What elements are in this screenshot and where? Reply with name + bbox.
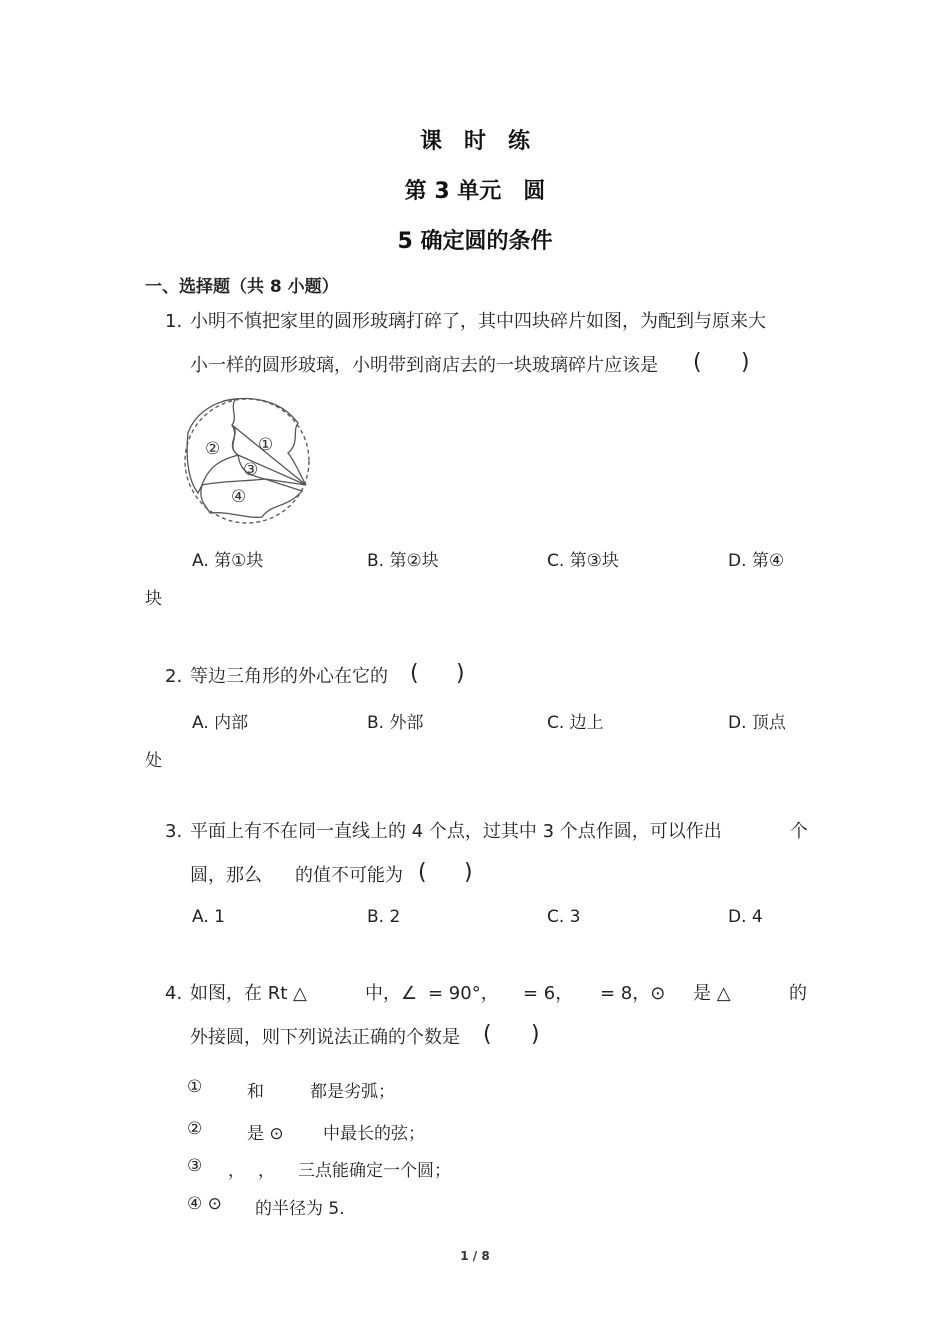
question-4-paren-close: ) — [531, 1022, 540, 1047]
fragment-label-3: ③ — [243, 460, 259, 480]
question-2-option-a[interactable]: A. 内部 — [192, 713, 249, 733]
question-4-item-2-end: 中最长的弦； — [323, 1124, 425, 1144]
question-3-option-b[interactable]: B. 2 — [367, 907, 401, 927]
question-3-paren-close: ) — [464, 860, 473, 885]
question-4-item-3-sep1: ， — [228, 1161, 245, 1181]
question-4-line1-part5: = 8，⊙ — [600, 983, 666, 1004]
question-4-paren-open: ( — [483, 1022, 492, 1047]
question-4-item-4-end: 的半径为 5. — [255, 1199, 345, 1219]
question-3-number: 3. — [165, 821, 183, 842]
question-4-item-3-end: 三点能确定一个圆； — [298, 1161, 451, 1181]
question-1-number: 1. — [165, 311, 183, 332]
question-3-option-c[interactable]: C. 3 — [547, 907, 581, 927]
question-4-line2: 外接圆，则下列说法正确的个数是 — [190, 1027, 460, 1048]
question-4-item-3-sep2: ， — [258, 1161, 275, 1181]
question-4-line1-part7: 的 — [789, 983, 807, 1004]
question-4-line1-part3: = 90°， — [428, 983, 499, 1004]
question-4-item-2-mid: 是 ⊙ — [247, 1124, 284, 1144]
question-3-line2-start: 圆，那么 — [190, 865, 262, 886]
question-4-item-4-num: ④ ⊙ — [187, 1194, 222, 1214]
question-2-paren-open: ( — [410, 661, 419, 686]
question-4-line1-part2: 中，∠ — [365, 983, 418, 1004]
question-4-item-1-num: ① — [187, 1077, 203, 1097]
question-1-option-a[interactable]: A. 第①块 — [192, 551, 264, 571]
question-1-option-d-wrap: 块 — [145, 589, 162, 609]
question-1-option-c[interactable]: C. 第③块 — [547, 551, 619, 571]
lesson-title: 5 确定圆的条件 — [397, 229, 553, 254]
question-3-option-a[interactable]: A. 1 — [192, 907, 225, 927]
question-3-line1-end: 个 — [790, 821, 808, 842]
question-3-line1: 平面上有不在同一直线上的 4 个点，过其中 3 个点作圆，可以作出 — [190, 821, 722, 842]
question-1-option-b[interactable]: B. 第②块 — [367, 551, 439, 571]
question-2-option-d-wrap: 处 — [145, 751, 162, 771]
question-2-option-b[interactable]: B. 外部 — [367, 713, 424, 733]
question-2-option-d[interactable]: D. 顶点 — [728, 713, 786, 733]
question-4-item-3-num: ③ — [187, 1156, 203, 1176]
question-4-number: 4. — [165, 983, 183, 1004]
question-2-paren-close: ) — [456, 661, 465, 686]
unit-title: 第 3 单元 圆 — [404, 179, 546, 204]
fragment-label-4: ④ — [231, 487, 247, 507]
question-1-line2: 小一样的圆形玻璃，小明带到商店去的一块玻璃碎片应该是 — [190, 355, 658, 376]
question-1-paren-open: ( — [693, 350, 702, 375]
question-3-paren-open: ( — [418, 860, 427, 885]
question-4-item-1-end: 都是劣弧； — [310, 1082, 395, 1102]
question-1-option-d[interactable]: D. 第④ — [728, 551, 785, 571]
question-1-line1: 小明不慎把家里的圆形玻璃打碎了，其中四块碎片如图，为配到与原来大 — [190, 311, 766, 332]
question-2-number: 2. — [165, 666, 183, 687]
question-4-line1-part4: = 6， — [523, 983, 574, 1004]
fragment-label-1: ① — [258, 435, 274, 455]
question-2-line1: 等边三角形的外心在它的 — [190, 666, 388, 687]
question-4-item-2-num: ② — [187, 1119, 203, 1139]
question-4-item-1-mid: 和 — [247, 1082, 264, 1102]
question-4-line1-part1: 如图，在 Rt △ — [190, 983, 307, 1004]
question-3-option-d[interactable]: D. 4 — [728, 907, 763, 927]
page-title: 课 时 练 — [419, 129, 530, 154]
question-3-line2-end: 的值不可能为 — [295, 865, 403, 886]
broken-glass-figure — [180, 393, 320, 533]
question-4-line1-part6: 是 △ — [693, 983, 731, 1004]
question-1-paren-close: ) — [741, 350, 750, 375]
fragment-label-2: ② — [205, 439, 221, 459]
question-2-option-c[interactable]: C. 边上 — [547, 713, 604, 733]
page-number: 1 / 8 — [460, 1249, 490, 1263]
section-heading: 一、选择题（共 8 小题） — [145, 277, 339, 297]
